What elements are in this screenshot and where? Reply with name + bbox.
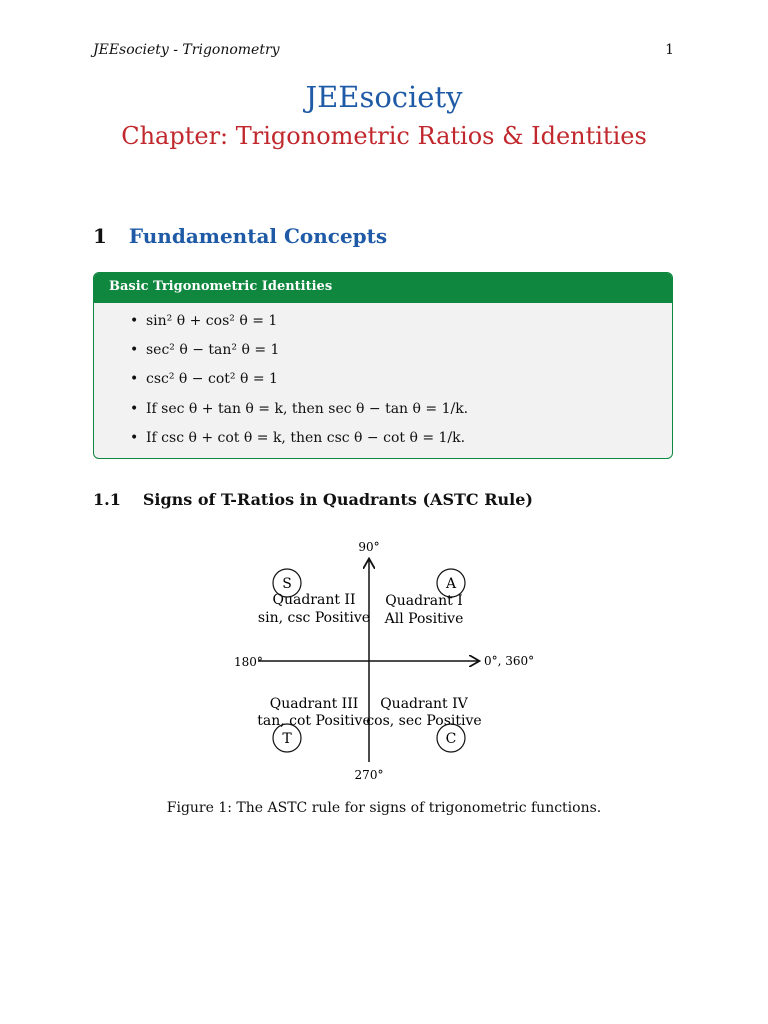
document-title: JEEsociety bbox=[305, 80, 463, 114]
section-number: 1 bbox=[93, 224, 107, 248]
quadrant-i-letter: A bbox=[445, 576, 457, 592]
subsection-title: Signs of T-Ratios in Quadrants (ASTC Rule) bbox=[142, 490, 533, 509]
bullet-icon: • bbox=[130, 342, 139, 358]
quadrant-iv-rule: cos, sec Positive bbox=[366, 713, 482, 729]
identity-text: csc² θ − cot² θ = 1 bbox=[146, 371, 278, 387]
quadrant-iv-name: Quadrant IV bbox=[380, 696, 468, 712]
bullet-icon: • bbox=[130, 371, 139, 387]
quadrant-iv-letter: C bbox=[445, 731, 457, 747]
identity-text: If csc θ + cot θ = k, then csc θ − cot θ = 1/k. bbox=[146, 430, 466, 446]
bullet-icon: • bbox=[130, 430, 139, 446]
chapter-title: Chapter: Trigonometric Ratios & Identities bbox=[121, 122, 647, 150]
identities-box-title: Basic Trigonometric Identities bbox=[94, 273, 672, 303]
angle-label-180: 180° bbox=[234, 655, 263, 669]
bullet-icon: • bbox=[130, 401, 139, 417]
identity-text: If sec θ + tan θ = k, then sec θ − tan θ = 1/k. bbox=[146, 401, 469, 417]
quadrant-i-name: Quadrant I bbox=[385, 593, 463, 609]
quadrant-ii-rule: sin, csc Positive bbox=[257, 610, 371, 626]
figure-caption: Figure 1: The ASTC rule for signs of trigonometric functions. bbox=[166, 800, 602, 816]
identity-text: sin² θ + cos² θ = 1 bbox=[146, 313, 278, 329]
quadrant-iii-rule: tan, cot Positive bbox=[257, 713, 371, 729]
page-number: 1 bbox=[665, 42, 674, 58]
quadrant-iii-letter: T bbox=[282, 731, 292, 747]
angle-label-90: 90° bbox=[358, 540, 380, 554]
quadrant-ii-name: Quadrant II bbox=[272, 592, 356, 608]
quadrant-i-rule: All Positive bbox=[384, 611, 464, 627]
angle-label-270: 270° bbox=[354, 768, 384, 782]
quadrant-ii-letter: S bbox=[282, 576, 292, 592]
identity-text: sec² θ − tan² θ = 1 bbox=[146, 342, 280, 358]
subsection-number: 1.1 bbox=[93, 490, 121, 509]
section-title: Fundamental Concepts bbox=[128, 224, 388, 248]
running-header-title: JEEsociety - Trigonometry bbox=[93, 42, 280, 58]
angle-label-0-360: 0°, 360° bbox=[484, 654, 535, 668]
bullet-icon: • bbox=[130, 313, 139, 329]
quadrant-iii-name: Quadrant III bbox=[269, 696, 359, 712]
